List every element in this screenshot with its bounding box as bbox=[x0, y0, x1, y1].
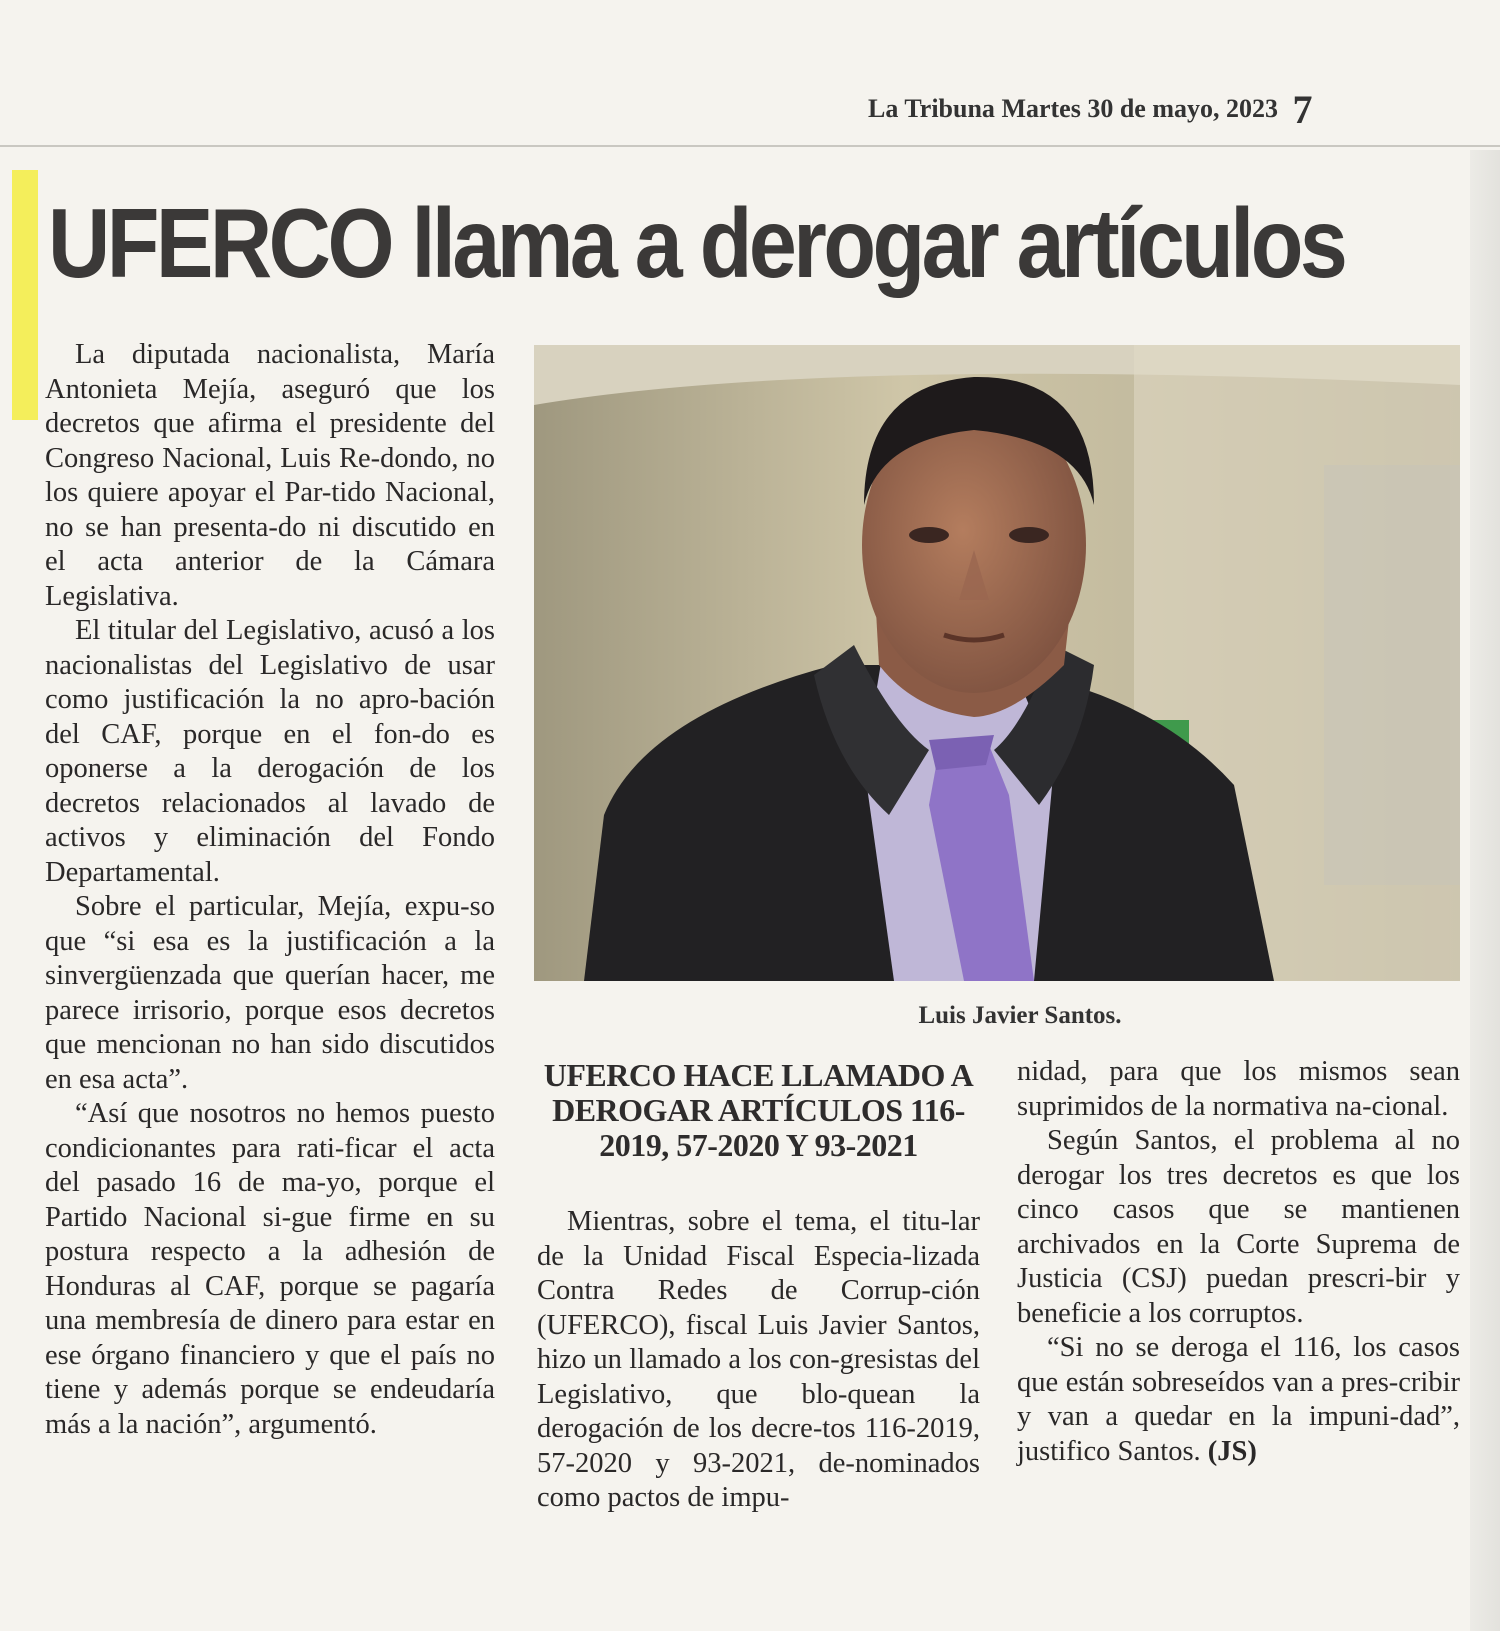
article-subheading: UFERCO HACE LLAMADO A DEROGAR ARTÍCULOS 116-2019, 57-2020 Y 93-2021 bbox=[543, 1057, 974, 1163]
paragraph: La diputada nacionalista, María Antonieta Mejía, aseguró que los decretos que afirma el presidente del Congreso Nacional, Luis Re-dondo, no los quiere apoyar el Par-tido Nacional, no se han presenta-do ni discutido en el acta anterior de la Cámara Legislativa. bbox=[45, 339, 495, 612]
article-column-3 bbox=[1017, 1055, 1460, 1469]
adjacent-page-bleed bbox=[1470, 150, 1500, 1631]
article-column-1 bbox=[45, 338, 495, 1442]
highlighter-mark bbox=[12, 170, 38, 420]
article-headline: UFERCO llama a derogar artículos bbox=[48, 188, 1345, 298]
page-number: 7 bbox=[1292, 87, 1313, 132]
author-signature: (JS) bbox=[1207, 1435, 1257, 1467]
paragraph bbox=[1017, 1331, 1460, 1469]
paragraph: Según Santos, el problema al no derogar los tres decretos es que los cinco casos que se mantienen archivados en la Corte Suprema de Justicia (CSJ) puedan prescri-bir y beneficie a los corruptos. bbox=[1017, 1125, 1460, 1329]
article-column-2 bbox=[537, 1205, 980, 1516]
portrait-illustration bbox=[534, 345, 1460, 981]
photo-caption: Luis Javier Santos. bbox=[918, 1002, 1122, 1029]
page-rule bbox=[0, 145, 1500, 147]
closing-quote: “Si no se deroga el 116, los casos que están sobreseídos van a pres-cribir y van a quedar en la impuni-dad”, justifico Santos. bbox=[1017, 1332, 1460, 1467]
portrait-photo bbox=[534, 345, 1460, 981]
paragraph: “Así que nosotros no hemos puesto condicionantes para rati-ficar el acta del pasado 16 de ma-yo, porque el Partido Nacional si-gue firme en su postura respecto a la adhesión de Honduras al CAF, porque se pagaría una membresía de dinero para estar en ese órgano financiero y que el país no tiene y además porque se endeudaría más a la nación”, argumentó. bbox=[45, 1098, 495, 1440]
paragraph: Sobre el particular, Mejía, expu-so que “si esa es la justificación a la sinvergüenzada que querían hacer, me parece irrisorio, porque esos decretos que mencionan no han sido discutidos en esa acta”. bbox=[45, 891, 495, 1095]
publication-name: La Tribuna bbox=[868, 94, 995, 123]
paragraph: Mientras, sobre el tema, el titu-lar de la Unidad Fiscal Especia-lizada Contra Redes de Corrup-ción (UFERCO), fiscal Luis Javier Santos, hizo un llamado a los con-gresistas del Legislativo, que blo-quean la derogación de los decre-tos 116-2019, 57-2020 y 93-2021, de-nominados como pactos de impu- bbox=[537, 1206, 980, 1513]
publication-date: Martes 30 de mayo, 2023 bbox=[1001, 94, 1278, 123]
paragraph: nidad, para que los mismos sean suprimidos de la normativa na-cional. bbox=[1017, 1056, 1460, 1122]
paragraph: El titular del Legislativo, acusó a los nacionalistas del Legislativo de usar como justificación la no apro-bación del CAF, porque en el fon-do es oponerse a la derogación de los decretos relacionados al lavado de activos y eliminación del Fondo Departamental. bbox=[45, 615, 495, 888]
masthead bbox=[868, 86, 1428, 132]
